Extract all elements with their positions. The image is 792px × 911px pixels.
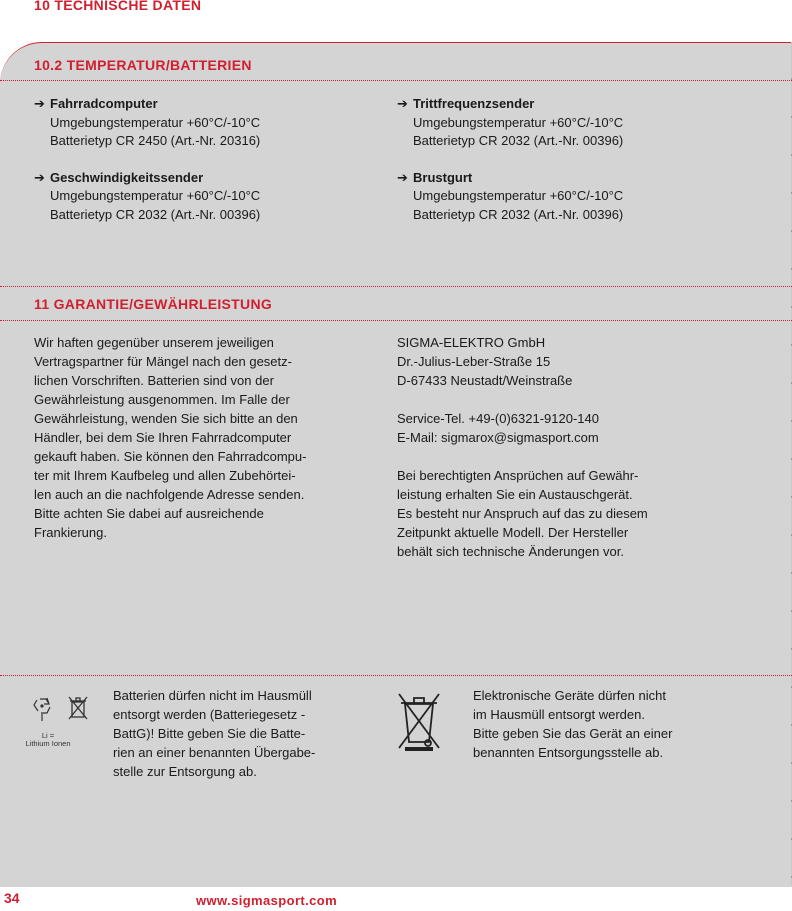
website-link[interactable]: www.sigmasport.com <box>196 893 338 908</box>
lithium-label: Li = Lithium Ionen <box>25 731 71 748</box>
spec-title: Fahrradcomputer <box>50 96 158 111</box>
spec-battery: Batterietyp CR 2032 (Art.-Nr. 00396) <box>50 206 261 222</box>
company-address <box>397 333 757 390</box>
chapter-title: 10 TECHNISCHE DATEN <box>34 0 202 13</box>
arrow-right-icon: ➔ <box>397 169 408 185</box>
spec-title: Trittfrequenzsender <box>413 96 535 111</box>
spec-item <box>34 95 374 151</box>
company-city: D-67433 Neustadt/Weinstraße <box>397 373 573 388</box>
warranty-text: Wir haften gegenüber unserem jeweiligen Vertragspartner für Mängel nach den gesetz- lichen Vorschriften. Batterien sind von der Gewährleistung ausgenommen. Im Falle der Gewährleistung, wenden Sie sich bitte an den Händler, bei dem Sie Ihren Fahrradcomputer gekauft haben. Sie können den Fahrradcompu- ter mit Ihrem Kaufbeleg und allen Zubehörtei- len auch an die nachfolgende Adresse senden. Bitte achten Sie dabei auf ausreichende Frankierung. <box>34 335 307 540</box>
section-divider <box>0 320 792 321</box>
note-line: Es besteht nur Anspruch auf das zu diesem <box>397 506 648 521</box>
company-contact <box>397 409 757 447</box>
section-title-warranty: 11 GARANTIE/GEWÄHRLEISTUNG <box>34 296 273 312</box>
spec-item <box>34 169 374 225</box>
device-disposal-text: Elektronische Geräte dürfen nicht im Hausmüll entsorgt werden. Bitte geben Sie das Gerät an einer benannten Entsorgungsstelle ab. <box>473 688 673 760</box>
note-line: behält sich technische Änderungen vor. <box>397 544 624 559</box>
spec-battery: Batterietyp CR 2032 (Art.-Nr. 00396) <box>413 133 624 148</box>
weee-icon-wrapper <box>395 688 443 757</box>
warranty-note <box>397 466 757 561</box>
spec-title: Geschwindigkeitssender <box>50 169 204 185</box>
spec-temperature: Umgebungstemperatur +60°C/-10°C <box>413 188 624 203</box>
page-number: 34 <box>4 890 20 906</box>
spec-temperature: Umgebungstemperatur +60°C/-10°C <box>50 114 261 130</box>
arrow-right-icon: ➔ <box>34 96 45 111</box>
temp-column-right <box>397 95 737 242</box>
spec-title: Brustgurt <box>413 169 473 185</box>
battery-disposal-text: Batterien dürfen nicht im Hausmüll entsorgt werden (Batteriegesetz - BattG)! Bitte geben Sie die Batte- rien an einer benannten Übergabe- stelle zur Entsorgung ab. <box>113 688 316 779</box>
battery-disposal-icons <box>30 694 90 731</box>
section-divider <box>0 80 792 81</box>
arrow-right-icon: ➔ <box>397 96 408 111</box>
warranty-contact-column <box>397 333 757 580</box>
company-name: SIGMA-ELEKTRO GmbH <box>397 335 546 350</box>
note-line: Zeitpunkt aktuelle Modell. Der Hersteller <box>397 525 629 540</box>
temp-column-left <box>34 95 374 242</box>
weee-bin-icon <box>395 688 443 752</box>
crossed-bin-icon <box>68 696 88 720</box>
arrow-right-icon: ➔ <box>34 169 45 185</box>
service-email: E-Mail: sigmarox@sigmasport.com <box>397 430 599 445</box>
spec-item <box>397 95 737 151</box>
section-divider <box>0 675 792 676</box>
spec-temperature: Umgebungstemperatur +60°C/-10°C <box>413 114 624 130</box>
spec-temperature: Umgebungstemperatur +60°C/-10°C <box>50 188 261 203</box>
section-divider <box>0 286 792 287</box>
spec-battery: Batterietyp CR 2450 (Art.-Nr. 20316) <box>50 133 261 148</box>
company-street: Dr.-Julius-Leber-Straße 15 <box>397 354 551 369</box>
spec-battery: Batterietyp CR 2032 (Art.-Nr. 00396) <box>413 206 624 222</box>
service-phone: Service-Tel. +49-(0)6321-9120-140 <box>397 411 599 426</box>
note-line: Bei berechtigten Ansprüchen auf Gewähr- <box>397 468 639 483</box>
note-line: leistung erhalten Sie ein Austauschgerät. <box>397 487 633 502</box>
spec-item <box>397 169 737 225</box>
section-title-temperature: 10.2 TEMPERATUR/BATTERIEN <box>34 57 252 73</box>
